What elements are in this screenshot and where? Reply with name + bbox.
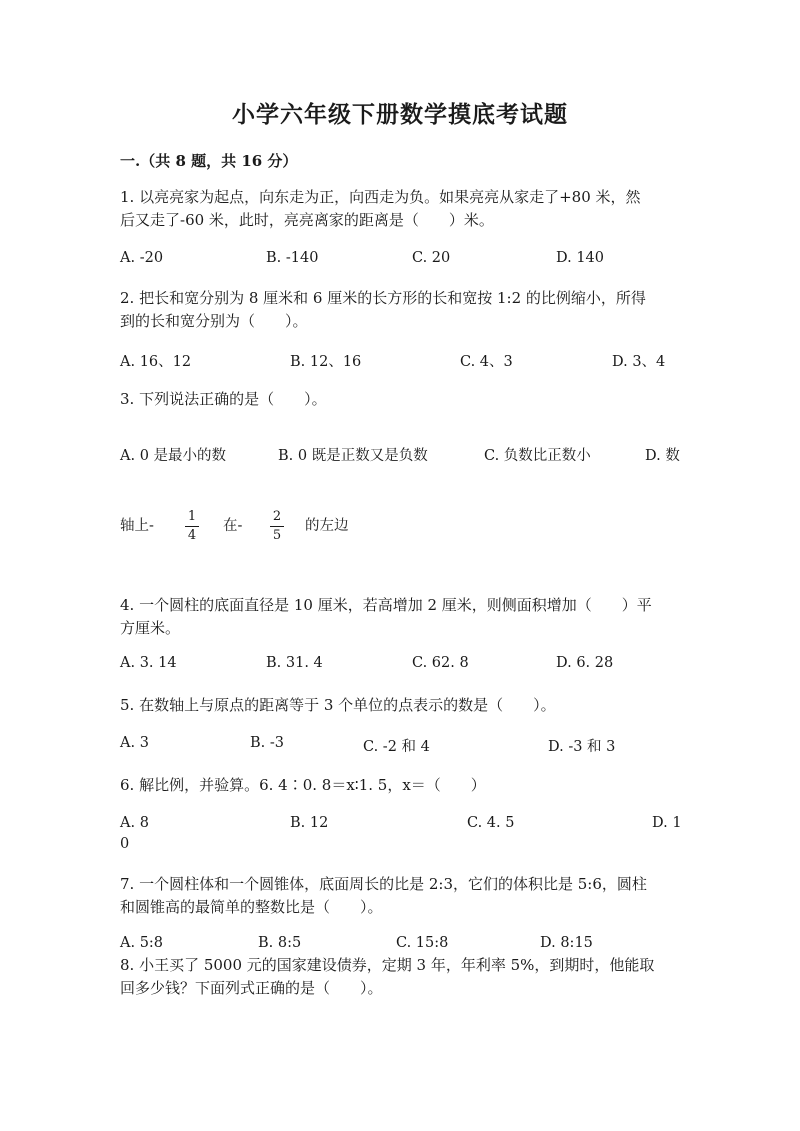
question-5-option-b: B. -3 — [250, 735, 284, 751]
fraction-two-fifths — [270, 509, 284, 544]
fraction-2-bar — [270, 526, 284, 527]
page-title: 小学六年级下册数学摸底考试题 — [232, 101, 568, 128]
question-1-option-b: B. -140 — [266, 250, 319, 266]
question-3-line-1: 3. 下列说法正确的是（ ）。 — [120, 390, 327, 408]
question-8-line-2: 回多少钱？下面列式正确的是（ ）。 — [120, 979, 383, 997]
question-4-option-c: C. 62. 8 — [412, 655, 469, 671]
question-5-option-a: A. 3 — [120, 735, 149, 751]
question-4-line-1: 4. 一个圆柱的底面直径是 10 厘米，若高增加 2 厘米，则侧面积增加（ ）平 — [120, 596, 652, 614]
question-6-option-d: D. 1 — [652, 815, 682, 831]
question-7-option-c: C. 15:8 — [396, 935, 449, 951]
question-5-line-1: 5. 在数轴上与原点的距离等于 3 个单位的点表示的数是（ ）。 — [120, 696, 556, 714]
section-heading: 一.（共 8 题，共 16 分） — [120, 152, 298, 170]
question-4-line-2: 方厘米。 — [120, 619, 181, 637]
question-3-option-d-suffix: 的左边 — [305, 518, 349, 534]
question-5-option-d: D. -3 和 3 — [548, 739, 616, 755]
question-2-line-2: 到的长和宽分别为（ ）。 — [120, 312, 308, 330]
question-3-option-b: B. 0 既是正数又是负数 — [278, 448, 428, 464]
question-5-option-c: C. -2 和 4 — [363, 739, 430, 755]
question-3-option-a: A. 0 是最小的数 — [120, 448, 227, 464]
question-1-option-c: C. 20 — [412, 250, 451, 266]
question-1-line-2: 后又走了-60 米，此时，亮亮离家的距离是（ ）米。 — [120, 211, 494, 229]
fraction-1-bar — [185, 526, 199, 527]
question-6-option-b: B. 12 — [290, 815, 329, 831]
question-7-option-a: A. 5:8 — [120, 935, 164, 951]
question-8-line-1: 8. 小王买了 5000 元的国家建设债券，定期 3 年，年利率 5%，到期时，他能取 — [120, 956, 655, 974]
fraction-2-denominator: 5 — [272, 528, 282, 543]
fraction-2-numerator: 2 — [272, 509, 282, 524]
question-6-option-d-wrap: 0 — [120, 836, 130, 852]
question-6-line-1: 6. 解比例，并验算。6. 4∶0. 8＝x∶1. 5，x＝（ ） — [120, 776, 486, 794]
question-2-option-b: B. 12、16 — [290, 354, 362, 370]
question-4-option-a: A. 3. 14 — [120, 655, 177, 671]
question-3-option-d-middle: 在- — [223, 518, 243, 534]
question-1-option-a: A. -20 — [120, 250, 164, 266]
question-2-option-c: C. 4、3 — [460, 354, 513, 370]
fraction-one-quarter — [185, 509, 199, 544]
fraction-1-numerator: 1 — [187, 509, 197, 524]
question-6-option-c: C. 4. 5 — [467, 815, 515, 831]
question-4-option-b: B. 31. 4 — [266, 655, 323, 671]
fraction-1-denominator: 4 — [187, 528, 197, 543]
question-2-option-a: A. 16、12 — [120, 354, 192, 370]
question-1-line-1: 1. 以亮亮家为起点，向东走为正，向西走为负。如果亮亮从家走了+80 米，然 — [120, 188, 641, 206]
question-4-option-d: D. 6. 28 — [556, 655, 614, 671]
question-2-line-1: 2. 把长和宽分别为 8 厘米和 6 厘米的长方形的长和宽按 1:2 的比例缩小，所得 — [120, 289, 646, 307]
question-3-option-d: D. 数 — [645, 448, 680, 464]
question-3-option-d-prefix: 轴上- — [120, 518, 154, 534]
question-7-line-2: 和圆锥高的最简单的整数比是（ ）。 — [120, 898, 383, 916]
question-3-option-c: C. 负数比正数小 — [484, 448, 591, 464]
question-1-option-d: D. 140 — [556, 250, 605, 266]
question-6-option-a: A. 8 — [120, 815, 149, 831]
question-7-option-b: B. 8:5 — [258, 935, 302, 951]
question-2-option-d: D. 3、4 — [612, 354, 666, 370]
question-7-line-1: 7. 一个圆柱体和一个圆锥体，底面周长的比是 2:3，它们的体积比是 5:6，圆柱 — [120, 875, 647, 893]
question-7-option-d: D. 8:15 — [540, 935, 593, 951]
